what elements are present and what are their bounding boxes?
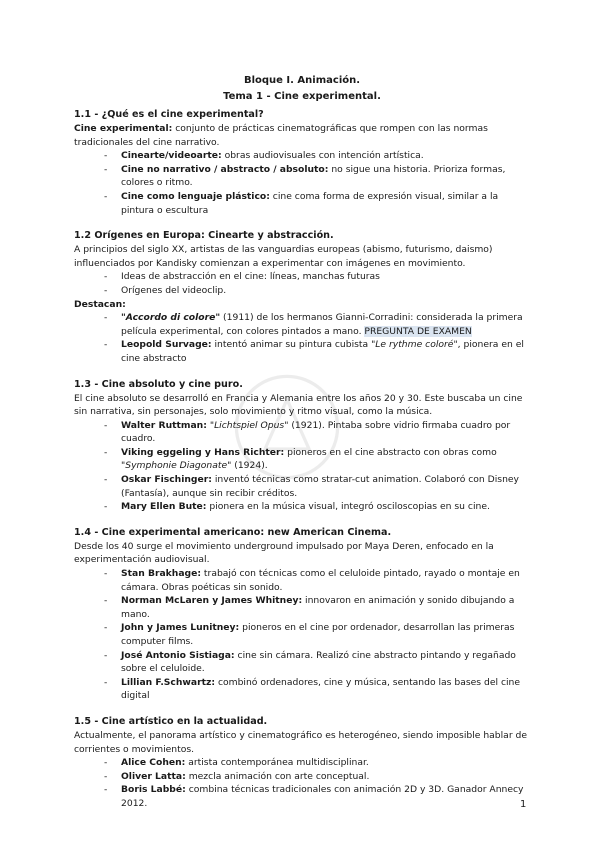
item-term: Oskar Fischinger: [121,474,212,486]
list-item [104,676,530,703]
item-text: cine coma forma de expresión visual, similar a la pintura o escultura [121,190,499,216]
section-1-5 [74,715,530,811]
list-item [104,756,530,770]
item-term: Cine como lenguaje plástico: [121,190,270,202]
section-heading: 1.4 - Cine experimental americano: new American Cinema. [74,526,392,538]
section-1-1 [74,108,530,217]
item-text: pioneros en el cine por ordenador, desarrollan las primeras computer films. [121,622,515,647]
item-text: inventó técnicas como stratar-cut animation. Colaboró con Disney (Fantasía), aunque sin recibir créditos. [121,474,519,499]
list-item [104,770,530,784]
ideas-list [74,270,530,297]
item-text: " [206,419,215,431]
section-1-4 [74,526,530,703]
list-item [104,594,530,621]
document-body [74,73,530,823]
intro-paragraph: Actualmente, el panorama artístico y cinematográfico es heterogéneo, siendo imposible hablar de corrientes o movimientos. [74,729,527,755]
intro-paragraph: A principios del siglo XX, artistas de las vanguardias europeas (abismo, futurismo, daismo) influenciados por Kandisky comienzan a experimentar con imágenes en movimiento. [74,244,493,269]
item-text: no sigue una historia. Prioriza formas, colores o ritmo. [121,163,506,189]
work-title: Lichtspiel Opus [214,419,285,431]
item-term: Cine no narrativo / abstracto / absoluto: [121,163,329,175]
list-item [104,149,530,163]
list-item [104,419,530,446]
item-text: (1911) de los hermanos Gianni-Corradini: considerada la primera película experimental, con colores pintados a mano. [121,312,523,337]
item-term: Walter Ruttman: [121,419,207,431]
exam-highlight: PREGUNTA DE EXAMEN [364,325,472,337]
item-text: mezcla animación con arte conceptual. [185,770,370,782]
item-term: Viking eggeling y Hans Richter: [121,446,285,458]
list-item [104,446,530,473]
list-item [104,473,530,500]
item-term: Stan Brakhage: [121,568,202,580]
item-text: " (1921). Pintaba sobre vidrio firmaba cuadro por cuadro. [121,419,511,445]
destacan-list [74,311,530,365]
item-term: "Accordo di colore" [121,312,221,324]
document-subtitle: Tema 1 - Cine experimental. [223,91,381,102]
definition-term: Cine experimental: [74,123,173,134]
list-item [104,190,530,217]
item-term: Oliver Latta: [121,770,186,782]
section-1-3 [74,378,530,514]
definition-paragraph [74,122,530,149]
section-1-2 [74,229,530,365]
section-heading: 1.5 - Cine artístico en la actualidad. [74,715,268,727]
section-heading: 1.1 - ¿Qué es el cine experimental? [74,109,264,120]
item-text: innovaron en animación y sonido dibujando a mano. [121,595,515,620]
section-heading: 1.3 - Cine absoluto y cine puro. [74,378,243,390]
item-term: Cinearte/videoarte: [121,150,222,162]
item-text: artista contemporánea multidisciplinar. [185,757,369,769]
document-title: Bloque I. Animación. [243,75,361,86]
list-item [104,311,530,338]
item-term: Boris Labbé: [121,784,186,796]
list-item: - Ideas de abstracción en el cine: líneas, manchas futuras [104,270,530,284]
item-term: Leopold Survage: [121,339,212,351]
list-item [104,567,530,594]
item-text: pioneros en el cine abstracto con obras como " [121,446,497,472]
item-text: pionera en la música visual, integró osciloscopias en su cine. [206,501,490,513]
list-item [104,163,530,190]
item-text: combinó ordenadores, cine y música, sentando las bases del cine digital [121,676,521,702]
list-item [104,500,530,514]
list-item: - Orígenes del videoclip. [104,284,530,298]
list-item [104,621,530,648]
item-term: John y James Lunitney: [121,622,240,634]
item-term: Alice Cohen: [121,757,186,769]
artists-list [74,567,530,703]
section-heading: 1.2 Orígenes en Europa: Cinearte y abstracción. [74,230,334,242]
item-text: combina técnicas tradicionales con animación 2D y 3D. Ganador Annecy 2012. [121,784,524,809]
destacan-label: Destacan: [74,298,126,310]
item-text: " (1924). [227,460,268,472]
item-term: José Antonio Sistiaga: [121,649,235,661]
list-item [104,783,530,810]
artists-list [74,419,530,514]
item-text: ", pionera en el cine abstracto [121,339,524,364]
item-term: Lillian F.Schwartz: [121,676,216,688]
intro-paragraph: Desde los 40 surge el movimiento underground impulsado por Maya Deren, enfocado en la experimentación audiovisual. [74,540,494,566]
definition-text: conjunto de prácticas cinematográficas que rompen con las normas tradicionales del cine narrativo. [74,123,488,148]
item-text: obras audiovisuales con intención artística. [221,150,424,162]
work-title: Symphonie Diagonate [125,460,228,472]
item-term: Mary Ellen Bute: [121,501,207,513]
page-number: 1 [520,799,527,810]
artists-list [74,756,530,810]
item-term: Norman McLaren y James Whitney: [121,595,303,607]
list-item [104,338,530,365]
item-text: trabajó con técnicas como el celuloide pintado, rayado o montaje en cámara. Obras poéticas sin sonido. [121,568,520,593]
item-text: intentó animar su pintura cubista " [211,339,376,351]
definition-list [74,149,530,217]
item-text: cine sin cámara. Realizó cine abstracto pintando y regañado sobre el celuloide. [121,649,516,675]
work-title: Le rythme coloré [375,339,454,351]
list-item [104,649,530,676]
intro-paragraph: El cine absoluto se desarrolló en Francia y Alemania entre los años 20 y 30. Este buscaba un cine sin narrativa, sin personajes, solo movimiento y ritmo visual, como la música. [74,392,523,418]
